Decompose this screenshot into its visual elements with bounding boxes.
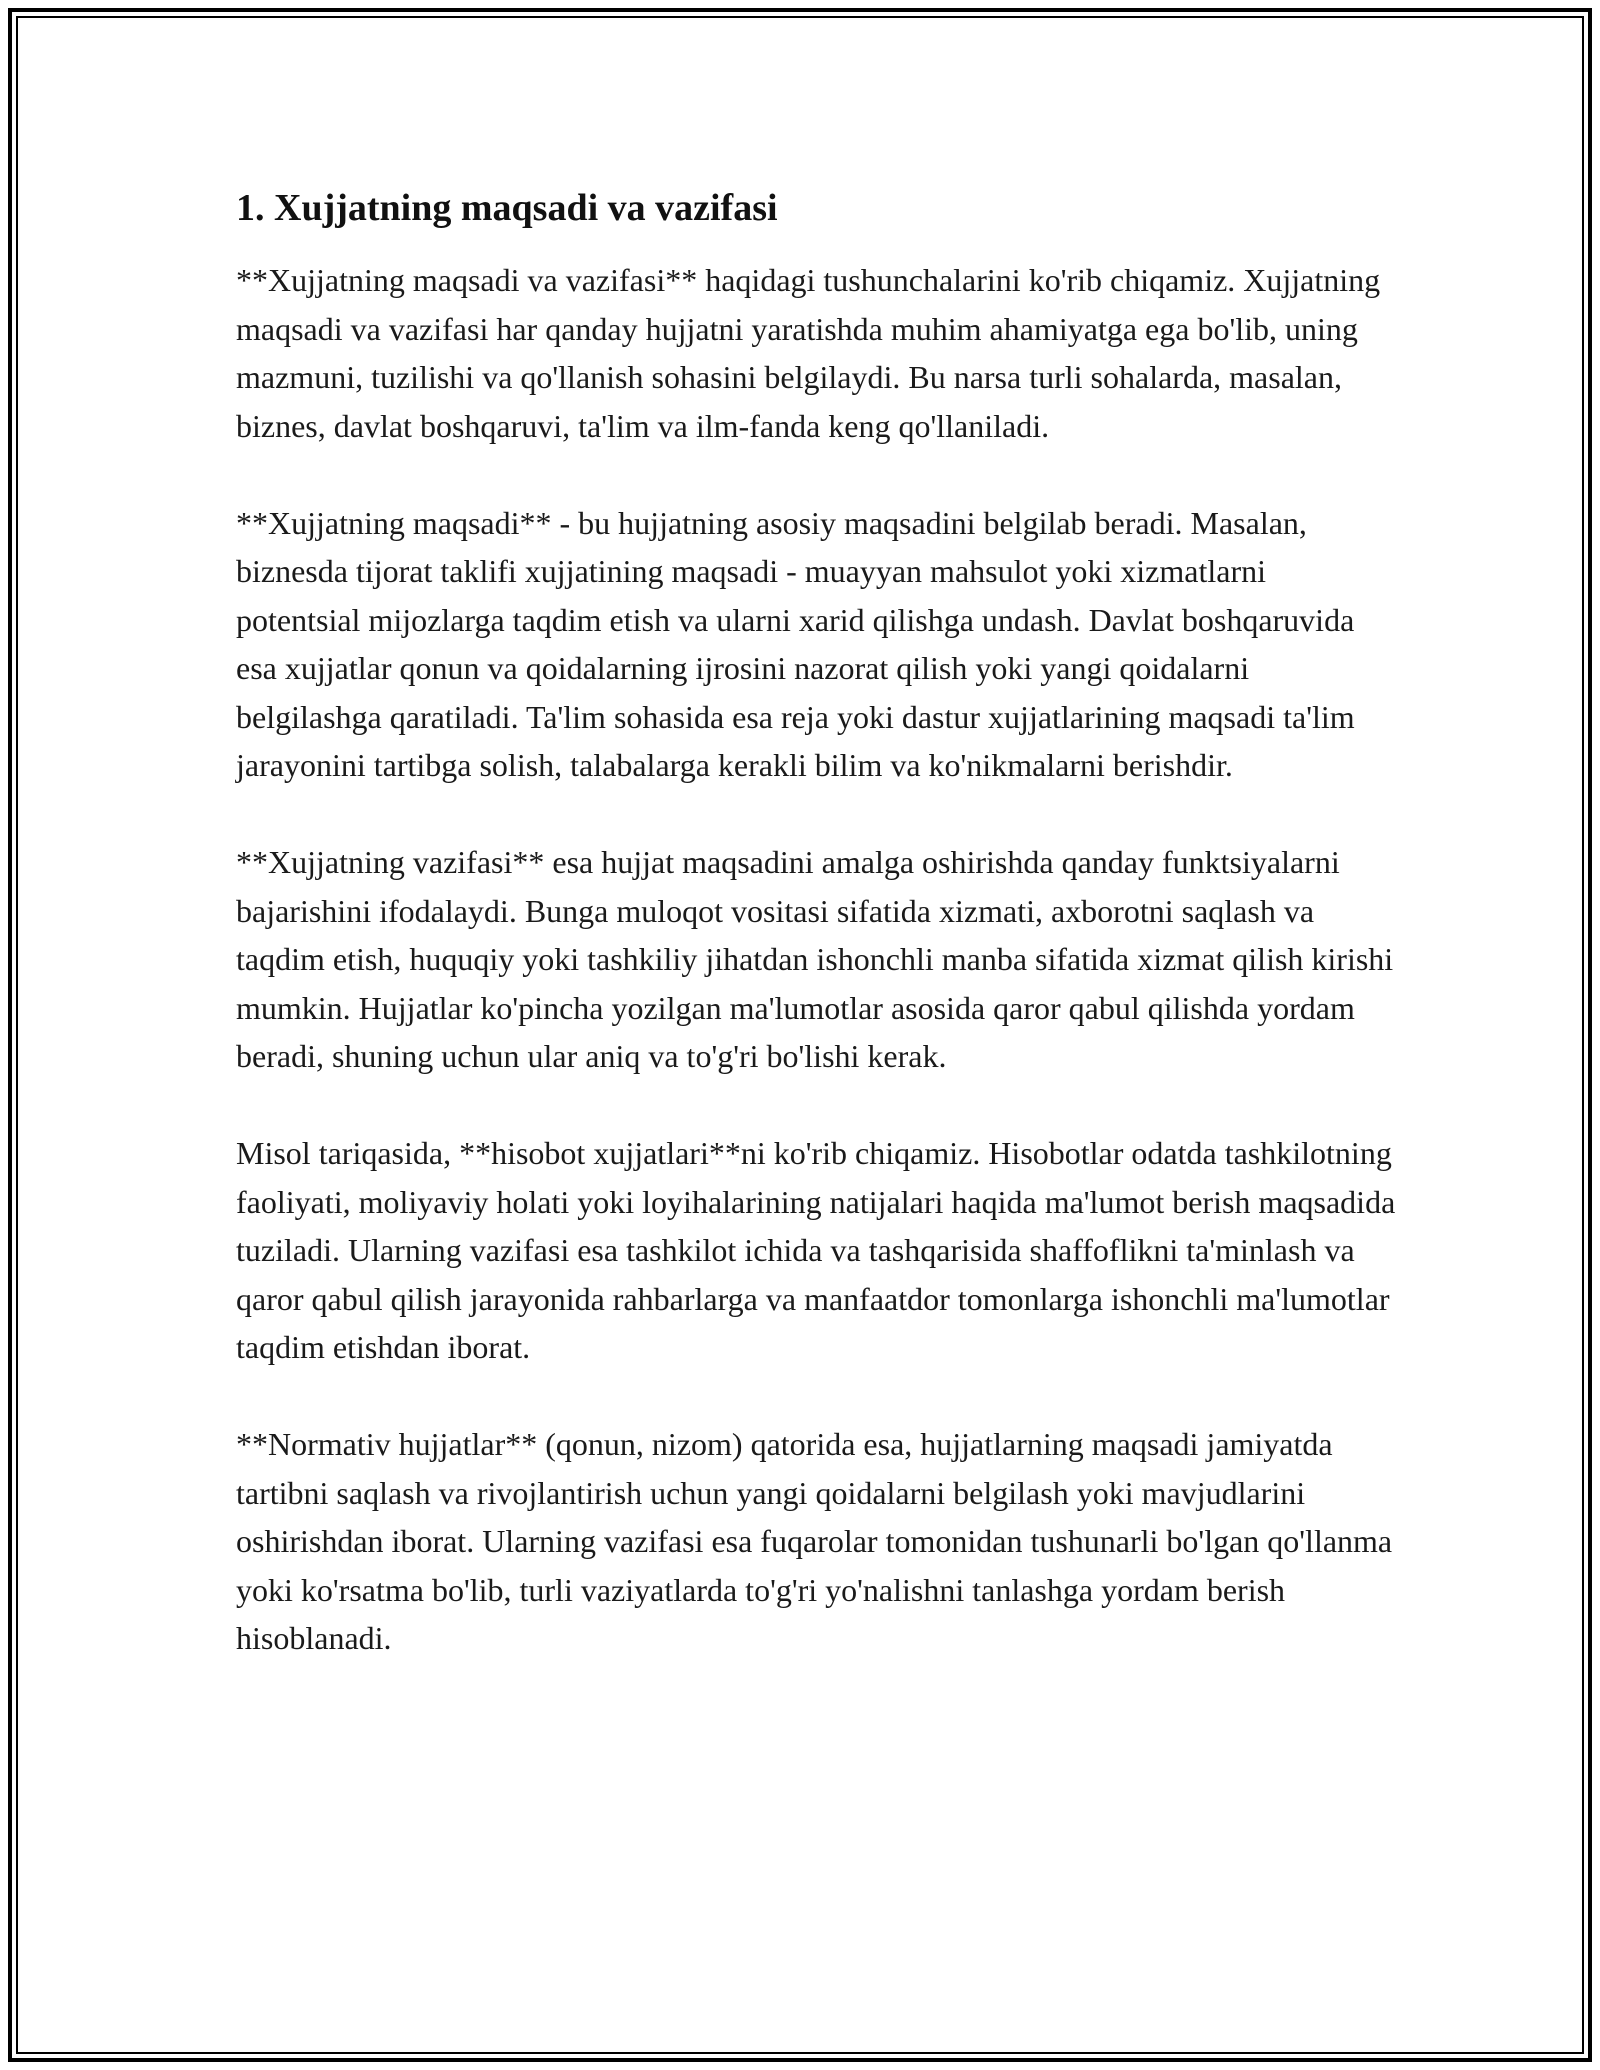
paragraph-reports-example: Misol tariqasida, **hisobot xujjatlari**ni ko'rib chiqamiz. Hisobotlar odatda tashkilotning faoliyati, moliyaviy holati yoki loyihalarining natijalari haqida ma'lumot berish maqsadida tuziladi. Ularning vazifasi esa tashkilot ichida va tashqarisida shaffoflikni ta'minlash va qaror qabul qilish jarayonida rahbarlarga va manfaatdor tomonlarga ishonchli ma'lumotlar taqdim etishdan iborat. [236,1135,1396,1365]
paragraph-normative-documents: **Normativ hujjatlar** (qonun, nizom) qatorida esa, hujjatlarning maqsadi jamiyatda tartibni saqlash va rivojlantirish uchun yangi qoidalarni belgilash yoki mavjudlarini oshirishdan iborat. Ularning vazifasi esa fuqarolar tomonidan tushunarli bo'lgan qo'llanma yoki ko'rsatma bo'lib, turli vaziyatlarda to'g'ri yo'nalishni tanlashga yordam berish hisoblanadi. [236,1426,1393,1656]
paragraph-intro: **Xujjatning maqsadi va vazifasi** haqidagi tushunchalarini ko'rib chiqamiz. Xujjatning maqsadi va vazifasi har qanday hujjatni yaratishda muhim ahamiyatga ega bo'lib, uning mazmuni, tuzilishi va qo'llanish sohasini belgilaydi. Bu narsa turli sohalarda, masalan, biznes, davlat boshqaruvi, ta'lim va ilm-fanda keng qo'llaniladi. [236,262,1381,444]
paragraph-function: **Xujjatning vazifasi** esa hujjat maqsadini amalga oshirishda qanday funktsiyalarni bajarishini ifodalaydi. Bunga muloqot vositasi sifatida xizmati, axborotni saqlash va taqdim etish, huquqiy yoki tashkiliy jihatdan ishonchli manba sifatida xizmat qilish kirishi mumkin. Hujjatlar ko'pincha yozilgan ma'lumotlar asosida qaror qabul qilishda yordam beradi, shuning uchun ular aniq va to'g'ri bo'lishi kerak. [236,844,1394,1074]
paragraph-purpose: **Xujjatning maqsadi** - bu hujjatning asosiy maqsadini belgilab beradi. Masalan, biznesda tijorat taklifi xujjatining maqsadi - muayyan mahsulot yoki xizmatlarni potentsial mijozlarga taqdim etish va ularni xarid qilishga undash. Davlat boshqaruvida esa xujjatlar qonun va qoidalarning ijrosini nazorat qilish yoki yangi qoidalarni belgilashga qaratiladi. Ta'lim sohasida esa reja yoki dastur xujjatlarining maqsadi ta'lim jarayonini tartibga solish, talabalarga kerakli bilim va ko'nikmalarni berishdir. [236,504,1355,783]
document-title: 1. Xujjatning maqsadi va vazifasi [236,187,778,229]
document-body [236,184,1396,1663]
